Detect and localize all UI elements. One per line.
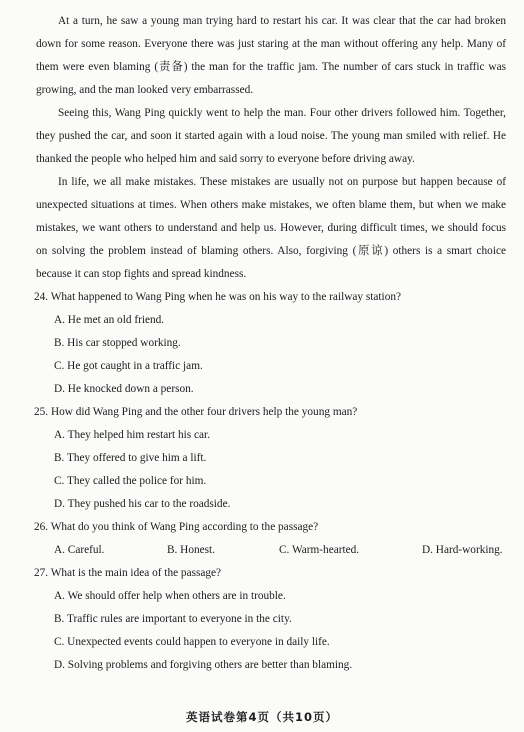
question-27 <box>36 562 506 677</box>
option-c: C. Warm-hearted. <box>279 544 360 556</box>
reading-passage <box>36 10 506 286</box>
passage-paragraph: In life, we all make mistakes. These mistakes are usually not on purpose but happen because of unexpected situations at times. When others make mistakes, we often blame them, but when we make mistakes, we want others to understand and help us. However, during difficult times, we should focus on solving the problem instead of blaming others. Also, forgiving (原谅) others is a smart choice because it can stop fights and spread kindness. <box>36 176 506 280</box>
question-stem: 26. What do you think of Wang Ping according to the passage? <box>34 521 319 533</box>
option-b: B. Traffic rules are important to everyone in the city. <box>54 613 292 625</box>
option-a: A. He met an old friend. <box>54 314 165 326</box>
option-c: C. Unexpected events could happen to everyone in daily life. <box>54 636 330 648</box>
option-b: B. His car stopped working. <box>54 337 181 349</box>
option-d: D. Hard-working. <box>422 544 503 556</box>
option-a: A. Careful. <box>54 544 105 556</box>
option-c: C. He got caught in a traffic jam. <box>54 360 203 372</box>
question-stem: 24. What happened to Wang Ping when he was on his way to the railway station? <box>34 291 401 303</box>
passage-paragraph: At a turn, he saw a young man trying hard to restart his car. It was clear that the car had broken down for some reason. Everyone there was just staring at the man without offering any help. Many of them were even blaming (责备) the man for the traffic jam. The number of cars stuck in traffic was growing, and the man looked very embarrassed. <box>36 15 506 96</box>
option-c: C. They called the police for him. <box>54 475 207 487</box>
question-stem: 27. What is the main idea of the passage? <box>34 567 222 579</box>
question-26 <box>36 516 506 562</box>
option-d: D. Solving problems and forgiving others are better than blaming. <box>54 659 353 671</box>
question-stem: 25. How did Wang Ping and the other four drivers help the young man? <box>34 406 358 418</box>
passage-paragraph: Seeing this, Wang Ping quickly went to help the man. Four other drivers followed him. Together, they pushed the car, and soon it started again with a loud noise. The young man smiled with relief. He thanked the people who helped him and said sorry to everyone before driving away. <box>36 107 506 165</box>
option-row <box>54 539 506 562</box>
option-a: A. We should offer help when others are in trouble. <box>54 590 286 602</box>
option-d: D. He knocked down a person. <box>54 383 194 395</box>
option-b: B. Honest. <box>167 544 216 556</box>
option-a: A. They helped him restart his car. <box>54 429 211 441</box>
question-24 <box>36 286 506 401</box>
question-25 <box>36 401 506 516</box>
option-d: D. They pushed his car to the roadside. <box>54 498 231 510</box>
option-b: B. They offered to give him a lift. <box>54 452 207 464</box>
page-footer: 英语试卷第4页（共10页） <box>185 710 338 724</box>
